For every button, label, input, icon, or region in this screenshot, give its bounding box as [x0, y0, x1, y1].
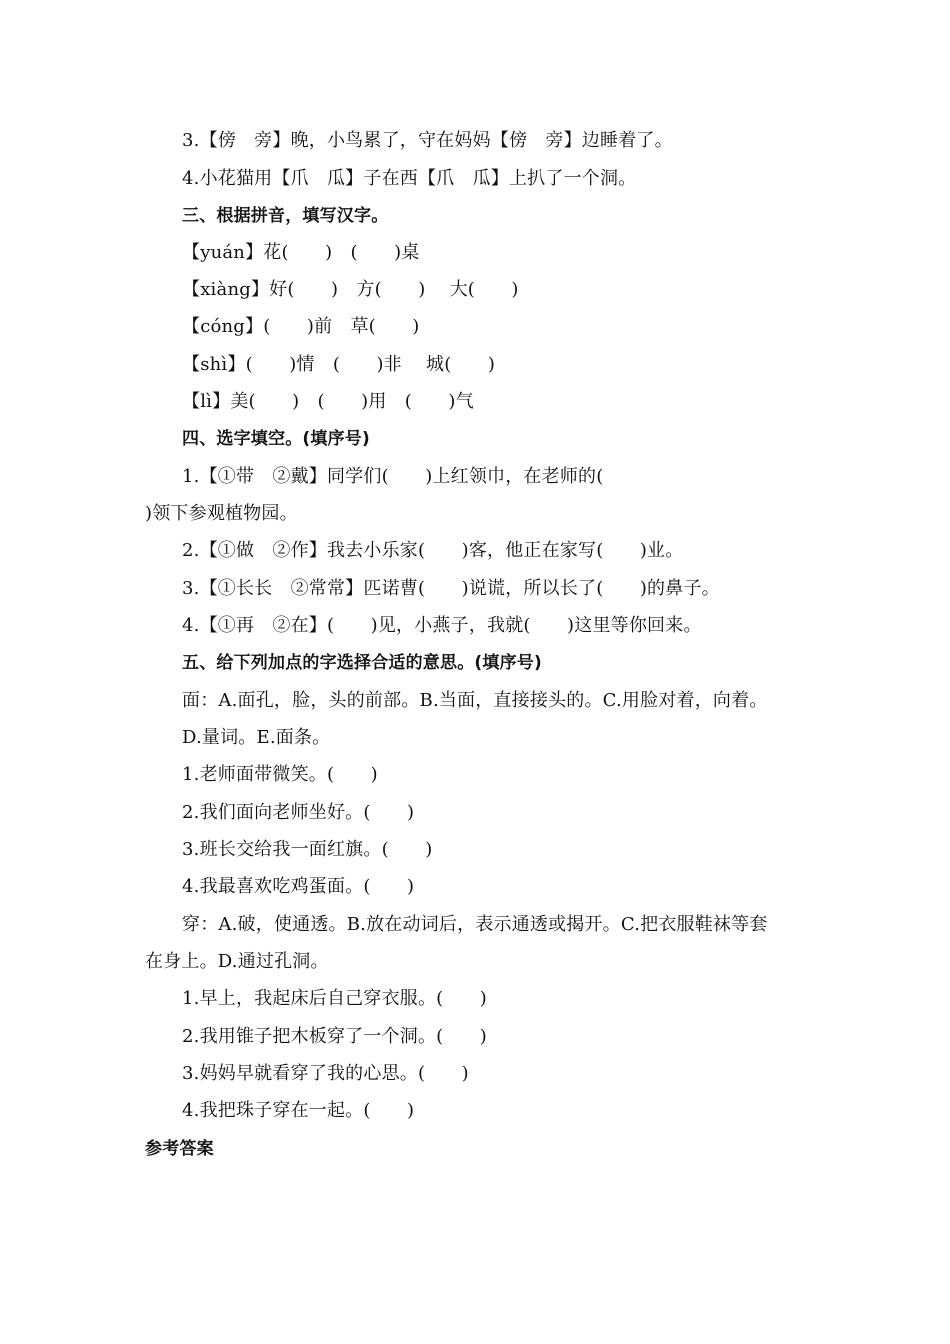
chuan-item-4: 4.我把珠子穿在一起。( ) — [182, 1100, 415, 1121]
part4-question-4: 4.【①再 ②在】( )见，小燕子，我就( )这里等你回来。 — [182, 615, 702, 636]
mian-item-3: 3.班长交给我一面红旗。( ) — [182, 839, 433, 860]
chuan-item-3: 3.妈妈早就看穿了我的心思。( ) — [182, 1063, 469, 1084]
part2-question-3: 3.【傍 旁】晚，小鸟累了，守在妈妈【傍 旁】边睡着了。 — [182, 130, 673, 151]
pinyin-row-shi: 【shì】( )情 ( )非 城( ) — [182, 354, 496, 375]
part4-question-1-line-2: )领下参观植物园。 — [145, 503, 298, 524]
chuan-item-1: 1.早上，我起床后自己穿衣服。( ) — [182, 988, 488, 1009]
part4-heading: 四、选字填空。(填序号) — [182, 429, 370, 449]
mian-definitions-line-1: 面：A.面孔，脸，头的前部。B.当面，直接接头的。C.用脸对着，向着。 — [182, 690, 768, 711]
pinyin-row-xiang: 【xiàng】好( ) 方( ) 大( ) — [182, 279, 519, 300]
mian-item-4: 4.我最喜欢吃鸡蛋面。( ) — [182, 876, 415, 897]
pinyin-row-li: 【lì】美( ) ( )用 ( )气 — [182, 391, 474, 412]
part4-question-3: 3.【①长长 ②常常】匹诺曹( )说谎，所以长了( )的鼻子。 — [182, 578, 720, 599]
chuan-definitions-line-1: 穿：A.破，使通透。B.放在动词后，表示通透或揭开。C.把衣服鞋袜等套 — [182, 914, 768, 935]
mian-item-1: 1.老师面带微笑。( ) — [182, 764, 378, 785]
pinyin-row-yuan: 【yuán】花( ) ( )桌 — [182, 242, 420, 263]
pinyin-row-cong: 【cóng】( )前 草( ) — [182, 316, 420, 337]
mian-item-2: 2.我们面向老师坐好。( ) — [182, 802, 415, 823]
part5-heading: 五、给下列加点的字选择合适的意思。(填序号) — [182, 653, 542, 673]
chuan-item-2: 2.我用锥子把木板穿了一个洞。( ) — [182, 1026, 488, 1047]
mian-definitions-line-2: D.量词。E.面条。 — [182, 727, 331, 748]
chuan-definitions-line-2: 在身上。D.通过孔洞。 — [145, 951, 329, 972]
part4-question-1-line-1: 1.【①带 ②戴】同学们( )上红领巾，在老师的( — [182, 466, 604, 487]
answers-heading: 参考答案 — [145, 1139, 214, 1159]
part2-question-4: 4.小花猫用【爪 瓜】子在西【爪 瓜】上扒了一个洞。 — [182, 168, 637, 189]
part4-question-2: 2.【①做 ②作】我去小乐家( )客，他正在家写( )业。 — [182, 540, 684, 561]
part3-heading: 三、根据拼音，填写汉字。 — [182, 206, 389, 226]
